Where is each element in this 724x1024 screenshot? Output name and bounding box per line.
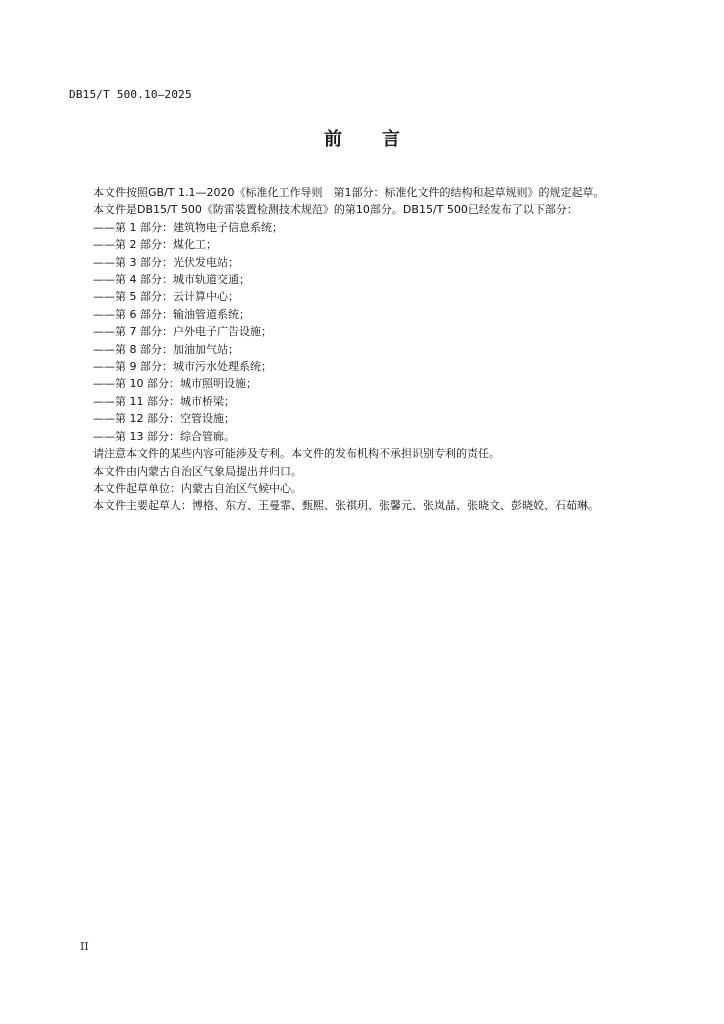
list-item: ——第 6 部分：输油管道系统； bbox=[93, 307, 250, 321]
list-item: ——第 3 部分：光伏发电站； bbox=[93, 255, 239, 269]
list-item: ——第 4 部分：城市轨道交通； bbox=[93, 273, 250, 287]
list-item: ——第 10 部分：城市照明设施； bbox=[93, 377, 257, 391]
series-intro-paragraph: 本文件是DB15/T 500《防雷装置检测技术规范》的第10部分。DB15/T 500已经发布了以下部分： bbox=[93, 203, 578, 217]
drafting-rule-paragraph: 本文件按照GB/T 1.1—2020《标准化工作导则 第1部分：标准化文件的结构和起草规则》的规定起草。 bbox=[93, 186, 605, 199]
list-item: ——第 13 部分：综合管廊。 bbox=[93, 429, 235, 443]
list-item: ——第 7 部分：户外电子广告设施； bbox=[93, 325, 272, 339]
preface-body bbox=[69, 184, 643, 515]
list-item: ——第 9 部分：城市污水处理系统； bbox=[93, 360, 272, 374]
proposer-statement: 本文件由内蒙古自治区气象局提出并归口。 bbox=[93, 464, 302, 478]
list-item: ——第 1 部分：建筑物电子信息系统； bbox=[93, 220, 283, 234]
list-item: ——第 12 部分：空管设施； bbox=[93, 412, 235, 426]
document-code: DB15/T 500.10—2025 bbox=[69, 88, 192, 101]
drafting-unit-statement: 本文件起草单位：内蒙古自治区气候中心。 bbox=[93, 481, 302, 495]
page-number: II bbox=[80, 940, 89, 953]
page-title: 前言 bbox=[324, 129, 440, 150]
list-item: ——第 2 部分：煤化工； bbox=[93, 238, 217, 252]
list-item: ——第 11 部分：城市桥梁； bbox=[93, 394, 235, 408]
drafters-statement: 本文件主要起草人：博格、东方、王曼霏、甄熙、张祺玥、张馨元、张岚晶、张晓文、彭晓姣、石茹琳。 bbox=[93, 499, 599, 513]
parts-list bbox=[69, 219, 643, 445]
list-item: ——第 5 部分：云计算中心； bbox=[93, 290, 239, 304]
list-item: ——第 8 部分：加油加气站； bbox=[93, 342, 239, 356]
patent-notice: 请注意本文件的某些内容可能涉及专利。本文件的发布机构不承担识别专利的责任。 bbox=[93, 447, 500, 461]
